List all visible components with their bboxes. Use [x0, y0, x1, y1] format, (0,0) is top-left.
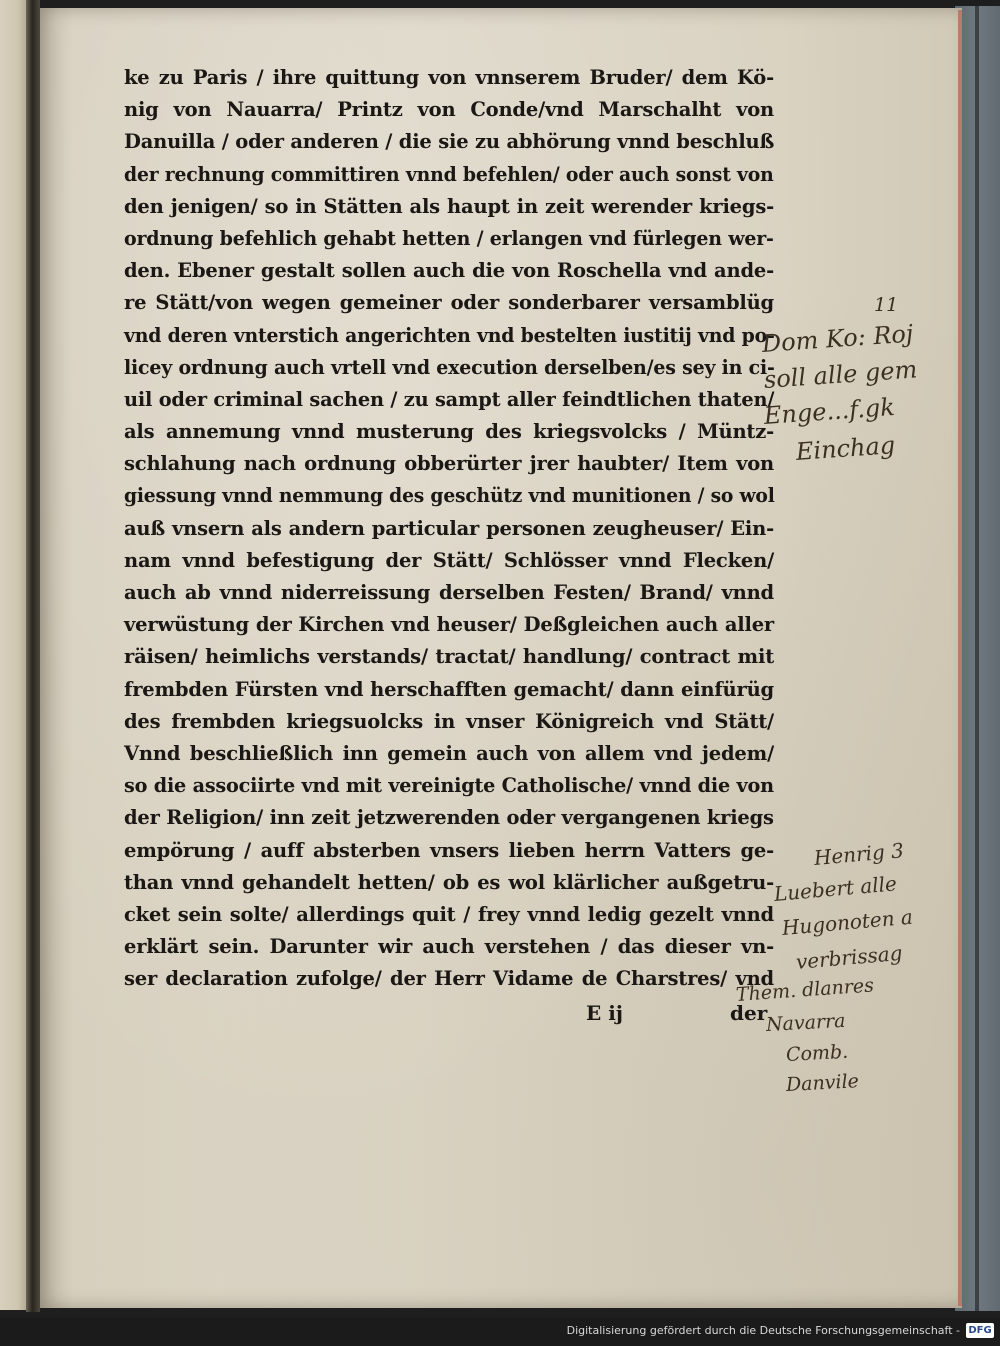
text-line: auß vnsern als andern particular personen zeugheuser/ Ein- — [124, 516, 774, 540]
book-gutter — [26, 0, 40, 1312]
text-line: erklärt sein. Darunter wir auch verstehen / das dieser vn- — [124, 935, 774, 959]
marginal-note-line: Hugonoten a — [780, 904, 914, 940]
signature-mark: E ij — [586, 1001, 624, 1026]
text-line: vnd deren vnterstich angerichten vnd bestelten iustitij vnd po- — [124, 323, 775, 347]
catchword: der — [730, 1001, 768, 1026]
text-line: licey ordnung auch vrtell vnd execution derselben/es sey in ci- — [124, 355, 775, 379]
text-line: giessung vnnd nemmung des geschütz vnd munitionen / so wol — [124, 484, 775, 508]
marginal-note-line: Comb. — [785, 1040, 849, 1066]
text-line: als annemung vnnd musterung des kriegsvolcks / Müntz- — [124, 420, 774, 444]
funding-credit: Digitalisierung gefördert durch die Deutsche Forschungsgemeinschaft - — [566, 1324, 960, 1337]
marginal-note-line: Danvile — [785, 1070, 860, 1096]
text-line: nam vnnd befestigung der Stätt/ Schlösser vnnd Flecken/ — [124, 548, 774, 572]
text-line: uil oder criminal sachen / zu sampt aller feindtlichen thaten/ — [124, 387, 775, 411]
dfg-logo: DFG — [966, 1323, 994, 1338]
marginal-note-line: Dom Ko: Roj — [761, 319, 915, 358]
text-line: nig von Nauarra/ Printz von Conde/vnd Marschalht von — [124, 98, 774, 122]
marginal-note-line: Einchag — [795, 431, 896, 466]
text-line: des frembden kriegsuolcks in vnser Königreich vnd Stätt/ — [124, 709, 774, 733]
text-line: der rechnung committiren vnnd befehlen/ oder auch sonst von — [124, 162, 774, 186]
text-line: räisen/ heimlichs verstands/ tractat/ handlung/ contract mit — [124, 645, 774, 669]
marginal-note-line: Them. dlanres — [735, 974, 875, 1006]
page-red-edge — [958, 10, 962, 1306]
text-line: auch ab vnnd niderreissung derselben Festen/ Brand/ vnnd — [124, 581, 774, 604]
printed-text-block — [124, 62, 774, 1031]
text-line: than vnnd gehandelt hetten/ ob es wol klärlicher außgetru- — [124, 870, 774, 894]
text-line: Danuilla / oder anderen / die sie zu abhörung vnnd beschluß — [124, 130, 775, 154]
text-line: cket sein solte/ allerdings quit / frey vnnd ledig gezelt vnnd — [124, 902, 774, 926]
marginal-note-line: Navarra — [765, 1009, 846, 1036]
text-line: frembden Fürsten vnd herschafften gemacht/ dann einfürüg — [124, 677, 774, 701]
book-page — [36, 8, 962, 1308]
text-line: ordnung befehlich gehabt hetten / erlangen vnd fürlegen wer- — [124, 226, 774, 250]
text-line: den jenigen/ so in Stätten als haupt in zeit werender kriegs- — [124, 194, 774, 218]
backing-board-edge — [975, 6, 979, 1311]
marginal-note-line: Luebert alle — [772, 871, 898, 906]
text-line: so die associirte vnd mit vereinigte Catholische/ vnnd die von — [124, 774, 774, 798]
marginal-note-line: verbrissag — [794, 940, 904, 974]
marginal-note-number: 11 — [874, 294, 899, 316]
marginal-note-line: soll alle gem — [763, 355, 919, 394]
text-line: verwüstung der Kirchen vnd heuser/ Deßgleichen auch aller — [124, 613, 774, 637]
page-foot — [124, 997, 774, 1031]
footer-bar — [0, 1318, 1000, 1346]
text-line: schlahung nach ordnung obberürter jrer haubter/ Item von — [124, 452, 774, 476]
text-line: der Religion/ inn zeit jetzwerenden oder vergangenen kriegs — [124, 806, 774, 830]
text-line: Vnnd beschließlich inn gemein auch von allem vnd jedem/ — [124, 741, 774, 765]
text-line: re Stätt/von wegen gemeiner oder sonderbarer versamblüg — [124, 291, 774, 315]
text-line: ke zu Paris / ihre quittung von vnnserem Bruder/ dem Kö- — [124, 66, 774, 89]
text-line: den. Ebener gestalt sollen auch die von Roschella vnd ande- — [124, 259, 774, 283]
text-line: ser declaration zufolge/ der Herr Vidame de Charstres/ vnd — [124, 967, 774, 991]
marginal-note-line: Henrig 3 — [812, 838, 905, 870]
text-line: empörung / auff absterben vnsers lieben herrn Vatters ge- — [124, 838, 774, 862]
marginal-note-line: Enge...f.gk — [763, 392, 896, 430]
